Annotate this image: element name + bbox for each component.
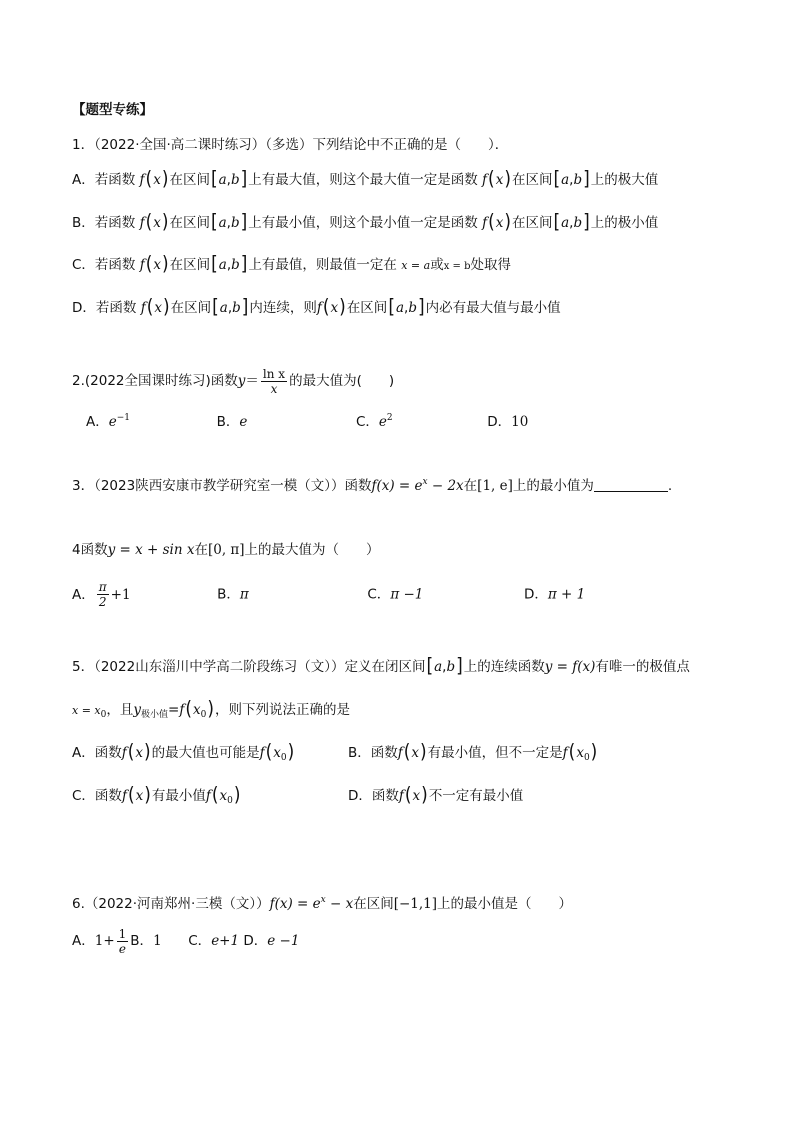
q4-option-b[interactable]: B．π bbox=[217, 586, 249, 603]
q5-stem-2: $x = x_0$，且$y_{极小值}=f(x_0)$，则下列说法正确的是 bbox=[72, 697, 350, 721]
q4-stem: 4函数y = x + sin x在[0, π]上的最大值为（ ） bbox=[72, 542, 380, 558]
q2-options bbox=[86, 408, 528, 432]
q5-option-b[interactable]: B．函数f(x)有最小值，但不一定是$f(x_0)$ bbox=[348, 740, 598, 764]
q4-option-a[interactable]: A． $\frac{\pi}{2}$ +1 bbox=[72, 580, 131, 609]
q5-option-c[interactable]: C．函数f(x)有最小值$f(x_0)$ bbox=[72, 783, 241, 807]
q6-option-a[interactable]: A．1+ $\frac{1}{e}$ bbox=[72, 926, 127, 956]
q5-stem: 5．（2022山东淄川中学高二阶段练习（文））定义在闭区间[a,b]上的连续函数y = f(x)有唯一的极值点 bbox=[72, 654, 690, 678]
q6-option-d[interactable]: D．e −1 bbox=[243, 933, 300, 949]
q6-stem: 6.（2022·河南郑州·三模（文））$f(x) = e^x - x$在区间[−1,1]上的最小值是（ ） bbox=[72, 895, 573, 912]
fraction-ln-x-over-x: $\frac{\text{ln x}}{x}$ bbox=[262, 366, 286, 396]
q6-option-c[interactable]: C．e+1 bbox=[188, 933, 240, 949]
q1-option-b[interactable]: B．若函数 f(x)在区间[a,b]上有最小值，则这个最小值一定是函数 f(x)在区间[a,b]上的极小值 bbox=[72, 210, 659, 234]
q1-option-a[interactable]: A．若函数 f(x)在区间[a,b]上有最大值，则这个最大值一定是函数 f(x)在区间[a,b]上的极大值 bbox=[72, 167, 659, 191]
q4-options bbox=[72, 580, 585, 609]
q6-options bbox=[72, 926, 299, 956]
q1-stem: 1．（2022·全国·高二课时练习）（多选）下列结论中不正确的是（ ）． bbox=[72, 137, 509, 153]
q5-option-a[interactable]: A．函数f(x)的最大值也可能是$f(x_0)$ bbox=[72, 740, 295, 764]
q2-option-d[interactable]: D．10 bbox=[487, 414, 529, 430]
q2-stem: 2.(2022全国课时练习)函数y＝ $\frac{\text{ln x}}{x}$ 的最大值为( ) bbox=[72, 366, 395, 396]
fraction-pi-over-2: $\frac{\pi}{2}$ bbox=[98, 580, 107, 609]
answer-blank[interactable] bbox=[594, 477, 668, 492]
q4-option-c[interactable]: C．π −1 bbox=[367, 586, 424, 603]
q3-stem: 3．（2023陕西安康市教学研究室一模（文））函数$f(x) = e^x - 2x$在[1, e]上的最小值为 . bbox=[72, 477, 673, 494]
q4-option-d[interactable]: D．π + 1 bbox=[523, 586, 586, 603]
q2-option-c[interactable]: C．$e^2$ bbox=[355, 413, 393, 430]
q2-option-a[interactable]: A．$e^{-1}$ bbox=[86, 413, 131, 430]
fx-math: f bbox=[139, 172, 145, 188]
q1-option-d[interactable]: D．若函数 f(x)在区间[a,b]内连续，则f(x)在区间[a,b]内必有最大值与最小值 bbox=[72, 295, 561, 319]
fraction-1-over-e: $\frac{1}{e}$ bbox=[118, 926, 127, 956]
q6-option-b[interactable]: B．1 bbox=[130, 933, 162, 949]
q1-option-c[interactable]: C．若函数 f(x)在区间[a,b]上有最值，则最值一定在 x = a或x = b处取得 bbox=[72, 252, 511, 276]
q5-option-d[interactable]: D．函数f(x)不一定有最小值 bbox=[348, 783, 524, 807]
q2-option-b[interactable]: B．e bbox=[216, 414, 248, 430]
section-header: 【题型专练】 bbox=[72, 102, 153, 118]
